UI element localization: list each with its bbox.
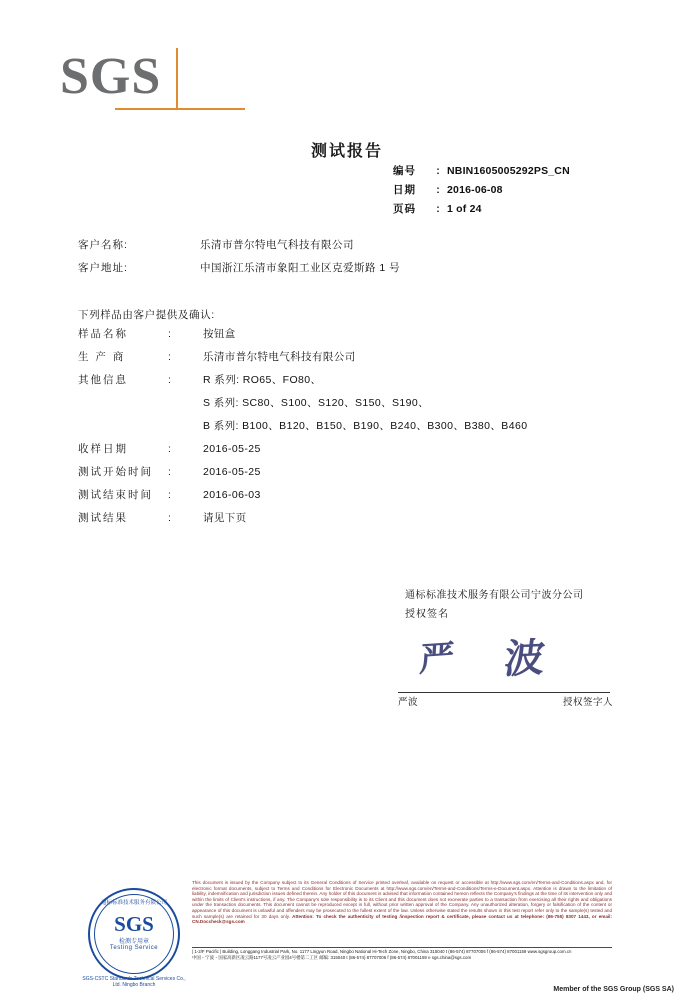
signature-block — [405, 586, 584, 620]
detail-label-test-end: 测试结束时间 — [78, 489, 153, 501]
signature-footer — [398, 694, 613, 708]
stamp-arc-top-text: 通标标准技术服务有限公司 — [100, 900, 167, 906]
footer-address-cn-row — [192, 955, 622, 961]
detail-value-sample-name: 按钮盒 — [203, 328, 236, 340]
sgs-logo-text: SGS — [60, 48, 162, 105]
meta-row-number — [393, 163, 570, 182]
footer-divider — [192, 947, 612, 948]
signature-company: 通标标准技术服务有限公司宁波分公司 — [405, 590, 584, 601]
signature-authorized-label: 授权签名 — [405, 609, 449, 620]
detail-subline-s-series — [78, 395, 527, 418]
detail-row-sample-name — [78, 326, 527, 349]
footer-website: www.sgsgroup.com.cn — [527, 949, 572, 954]
detail-colon-other-info: : — [168, 374, 171, 386]
report-meta — [393, 163, 570, 220]
detail-colon-test-end: : — [168, 489, 171, 501]
signature-glyph-1: 严 — [418, 639, 456, 680]
page-title: 测试报告 — [310, 143, 383, 160]
customer-name-value: 乐清市普尔特电气科技有限公司 — [200, 239, 354, 251]
footer-member-line: Member of the SGS Group (SGS SA) — [553, 986, 674, 993]
detail-label-sample-name: 样品名称 — [78, 328, 128, 340]
detail-subline-pad — [78, 395, 203, 418]
meta-row-page — [393, 201, 570, 220]
footer-address-cn: 中国・宁波・国家高新区凌云路1177号凌云产业园4号楼第二工区 邮编: 315040 — [192, 955, 346, 960]
meta-label-number: 编号 — [393, 165, 416, 177]
detail-label-receive-date: 收样日期 — [78, 443, 128, 455]
meta-colon-page: : — [436, 203, 440, 215]
detail-colon-manufacturer: : — [168, 351, 171, 363]
detail-row-manufacturer — [78, 349, 527, 372]
signature-rule — [398, 692, 610, 693]
detail-colon-receive-date: : — [168, 443, 171, 455]
detail-row-test-result — [78, 510, 527, 533]
footer-attention-text: Attention: To check the authenticity of testing /inspection report & certificate, please contact us at telephone: (86-755) 8307 1443, or email: CN.Doccheck@sgs.com — [192, 913, 612, 925]
detail-subline-b-series — [78, 418, 527, 441]
detail-label-test-result: 测试结果 — [78, 512, 128, 524]
sample-notice: 下列样品由客户提供及确认: — [78, 309, 215, 321]
customer-name-label: 客户名称: — [78, 239, 128, 251]
customer-block — [78, 237, 400, 283]
signature-glyph-2: 波 — [501, 634, 548, 683]
detail-colon-test-result: : — [168, 512, 171, 524]
meta-value-number: NBIN1605005292PS_CN — [447, 165, 570, 177]
customer-address-value: 中国浙江乐清市象阳工业区克爱斯路 1 号 — [200, 262, 401, 274]
meta-row-date — [393, 182, 570, 201]
handwritten-signature — [405, 625, 605, 690]
stamp-arc-bottom-text: SGS-CSTC Standards Technical Services Co., Ltd. Ningbo Branch — [82, 976, 186, 988]
meta-colon-number: : — [436, 165, 440, 177]
stamp-line2-text: Testing Service — [109, 945, 159, 951]
sgs-logo — [60, 48, 190, 110]
meta-label-date: 日期 — [393, 184, 416, 196]
detail-row-test-start — [78, 464, 527, 487]
footer-email: e sgs.china@sgs.com — [428, 955, 472, 960]
stamp-line1-text: 检测专用章 — [118, 939, 149, 945]
customer-address-label: 客户地址: — [78, 262, 128, 274]
customer-name-row — [78, 237, 400, 260]
customer-address-row — [78, 260, 400, 283]
signatory-name: 严波 — [398, 697, 419, 708]
meta-colon-date: : — [436, 184, 440, 196]
footer-terms-text: This document is issued by the Company subject to its General Conditions of Service printed overleaf, available on request or accessible at http://www.sgs.com/en/Terms-and-Conditions.aspx and, for electronic format documents, subject to Terms and Conditions for Electronic Documents at http://www.sgs.com/en/Terms-and-Conditions/Terms-e-Document.aspx. Attention is drawn to the limitation of liability, indemnification and jurisdiction issues defined therein. Any holder of this document is advised that information contained hereon reflects the Company's findings at the time of its intervention only and within the limits of Client's instructions, if any. The Company's sole responsibility is to its Client and this document does not exonerate parties to a transaction from exercising all their rights and obligations under the transaction documents. This document cannot be reproduced except in full, without prior written approval of the Company. Any unauthorized alteration, forgery or falsification of the content or appearance of this document is unlawful and offenders may be prosecuted to the fullest extent of the law. Unless otherwise stated the results shown in this test report refer only to the sample(s) tested and such sample(s) are retained for 30 days only. — [192, 880, 612, 919]
detail-label-test-start: 测试开始时间 — [78, 466, 153, 478]
meta-value-date: 2016-06-08 — [447, 184, 503, 196]
detail-row-other-info — [78, 372, 527, 395]
logo-vertical-rule — [176, 48, 178, 110]
footer-contact-cn: t (86-574) 87707006 f (86-574) 87001159 — [346, 955, 427, 960]
detail-label-manufacturer: 生 产 商 — [78, 351, 126, 363]
footer-contact-en: t (86-574) 87707006 f (86-574) 87001159 — [445, 949, 527, 954]
detail-value-test-result: 请见下页 — [203, 512, 247, 524]
detail-value-receive-date: 2016-05-25 — [203, 443, 261, 455]
detail-row-receive-date — [78, 441, 527, 464]
footer-address — [192, 949, 622, 961]
company-stamp — [82, 888, 186, 988]
detail-row-test-end — [78, 487, 527, 510]
detail-colon-sample-name: : — [168, 328, 171, 340]
logo-horizontal-rule — [115, 108, 245, 110]
signatory-role: 授权签字人 — [562, 697, 613, 708]
footer-bottom-rule — [0, 980, 694, 981]
stamp-sgs-text: SGS — [114, 912, 154, 936]
detail-label-other-info: 其他信息 — [78, 374, 128, 386]
meta-label-page: 页码 — [393, 203, 416, 215]
detail-value-manufacturer: 乐清市普尔特电气科技有限公司 — [203, 351, 356, 363]
footer-address-en: | 1-2/F Pacific | Building, Longgang Industrial Park, No. 1177 Lingyun Road, Ningbo National Hi-Tech Zone, Ningbo, China 315040 — [192, 949, 445, 954]
detail-subline-b-series-text: B 系列: B100、B120、B150、B190、B240、B300、B380、B460 — [203, 420, 528, 432]
sample-details — [78, 326, 527, 533]
footer-terms — [192, 880, 612, 925]
detail-subline-s-series-text: S 系列: SC80、S100、S120、S150、S190、 — [203, 397, 430, 409]
detail-subline-pad-2 — [78, 418, 203, 441]
detail-value-test-start: 2016-05-25 — [203, 466, 261, 478]
detail-value-other-info: R 系列: RO65、FO80、 — [203, 374, 322, 386]
meta-value-page: 1 of 24 — [447, 203, 482, 215]
detail-colon-test-start: : — [168, 466, 171, 478]
detail-value-test-end: 2016-06-03 — [203, 489, 261, 501]
